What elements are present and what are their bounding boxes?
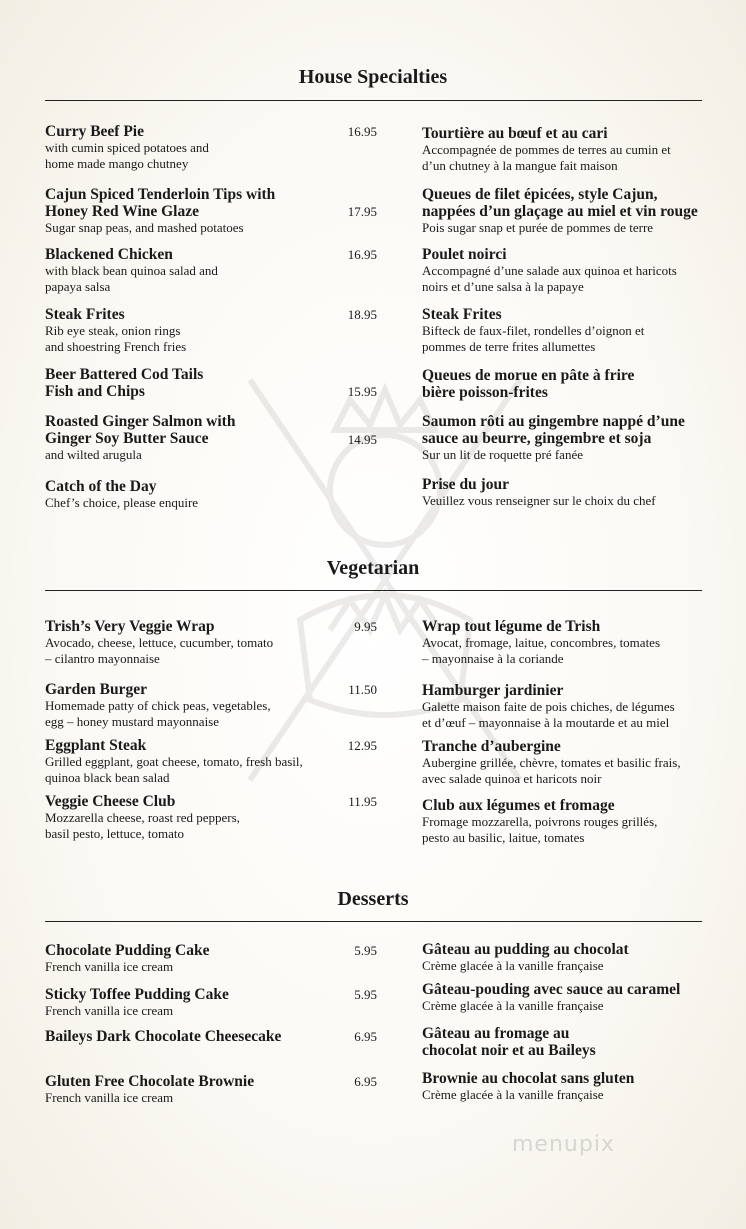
item-name: Steak Frites — [422, 306, 502, 323]
item-name: Chocolate Pudding Cake — [45, 942, 210, 959]
menu-item-fr — [422, 738, 732, 787]
item-name: Queues de filet épicées, style Cajun, nappées d’un glaçage au miel et vin rouge — [422, 186, 698, 220]
item-name: Sticky Toffee Pudding Cake — [45, 986, 229, 1003]
item-description: Grilled eggplant, goat cheese, tomato, fresh basil, quinoa black bean salad — [45, 754, 303, 785]
item-price: 6.95 — [354, 1029, 377, 1044]
item-description: French vanilla ice cream — [45, 959, 174, 974]
menu-item-en — [45, 246, 345, 295]
section-title-desserts: Desserts — [337, 888, 409, 910]
item-name: Trish’s Very Veggie Wrap — [45, 618, 215, 635]
item-description: Bifteck de faux-filet, rondelles d’oignon et pommes de terre frites allumettes — [422, 323, 645, 354]
menu-item-fr — [422, 246, 722, 295]
item-price: 17.95 — [347, 204, 377, 219]
item-name: Gâteau au fromage au chocolat noir et au Baileys — [422, 1025, 596, 1059]
menu-item-en — [45, 1028, 345, 1045]
menu-item-fr — [422, 306, 722, 355]
item-description: Avocat, fromage, laitue, concombres, tomates – mayonnaise à la coriande — [422, 635, 661, 666]
menu-item-fr — [422, 1070, 722, 1103]
menu-item-en — [45, 618, 345, 667]
item-price: 5.95 — [354, 943, 377, 958]
item-description: Crème glacée à la vanille française — [422, 1087, 604, 1102]
item-description: with cumin spiced potatoes and home made mango chutney — [45, 140, 209, 171]
item-name: Wrap tout légume de Trish — [422, 618, 601, 635]
menu-item-fr — [422, 186, 732, 236]
item-name: Cajun Spiced Tenderloin Tips with Honey Red Wine Glaze — [45, 186, 276, 220]
item-description: Avocado, cheese, lettuce, cucumber, tomato – cilantro mayonnaise — [45, 635, 274, 666]
menu-item-en — [45, 366, 345, 400]
menu-item-fr — [422, 367, 722, 401]
item-description: French vanilla ice cream — [45, 1003, 174, 1018]
menu-item-en — [45, 123, 345, 172]
item-name: Gluten Free Chocolate Brownie — [45, 1073, 255, 1090]
item-name: Tourtière au bœuf et au cari — [422, 125, 608, 142]
item-name: Club aux légumes et fromage — [422, 797, 615, 814]
menu-item-en — [45, 478, 345, 511]
item-name: Brownie au chocolat sans gluten — [422, 1070, 635, 1087]
item-name: Baileys Dark Chocolate Cheesecake — [45, 1028, 282, 1045]
item-name: Blackened Chicken — [45, 246, 173, 263]
item-name: Roasted Ginger Salmon with Ginger Soy Butter Sauce — [45, 413, 236, 447]
menu-item-fr — [422, 941, 722, 974]
section-divider — [45, 100, 702, 101]
menu-item-fr — [422, 618, 722, 667]
section-divider — [45, 921, 702, 922]
item-name: Veggie Cheese Club — [45, 793, 176, 810]
item-description: Accompagnée de pommes de terres au cumin et d’un chutney à la mangue fait maison — [422, 142, 671, 173]
menu-item-fr — [422, 476, 722, 509]
menu-item-en — [45, 793, 345, 842]
item-description: Mozzarella cheese, roast red peppers, basil pesto, lettuce, tomato — [45, 810, 240, 841]
item-description: Veuillez vous renseigner sur le choix du chef — [422, 493, 656, 508]
item-description: Homemade patty of chick peas, vegetables, egg – honey mustard mayonnaise — [45, 698, 271, 729]
item-price: 11.50 — [348, 682, 377, 697]
section-divider — [45, 590, 702, 591]
item-price: 9.95 — [354, 619, 377, 634]
item-name: Beer Battered Cod Tails Fish and Chips — [45, 366, 204, 400]
item-price: 11.95 — [348, 794, 377, 809]
item-name: Gâteau-pouding avec sauce au caramel — [422, 981, 681, 998]
menu-item-en — [45, 942, 345, 975]
item-price: 18.95 — [347, 307, 377, 322]
item-description: with black bean quinoa salad and papaya salsa — [45, 263, 218, 294]
item-price: 6.95 — [354, 1074, 377, 1089]
item-price: 5.95 — [354, 987, 377, 1002]
menu-item-en — [45, 737, 345, 786]
item-price: 12.95 — [347, 738, 377, 753]
section-title-vegetarian: Vegetarian — [326, 557, 420, 579]
item-name: Hamburger jardinier — [422, 682, 564, 699]
item-name: Saumon rôti au gingembre nappé d’une sauce au beurre, gingembre et soja — [422, 413, 685, 447]
item-name: Catch of the Day — [45, 478, 157, 495]
item-name: Tranche d’aubergine — [422, 738, 561, 755]
menu-item-en — [45, 306, 345, 355]
item-name: Curry Beef Pie — [45, 123, 144, 140]
item-description: and wilted arugula — [45, 447, 142, 462]
item-description: Sugar snap peas, and mashed potatoes — [45, 220, 244, 235]
menu-item-fr — [422, 1025, 722, 1059]
menu-item-fr — [422, 125, 722, 174]
item-description: Crème glacée à la vanille française — [422, 958, 604, 973]
item-name: Garden Burger — [45, 681, 148, 698]
menu-item-en — [45, 681, 345, 730]
item-description: French vanilla ice cream — [45, 1090, 174, 1105]
item-price: 15.95 — [347, 384, 377, 399]
item-name: Gâteau au pudding au chocolat — [422, 941, 629, 958]
item-description: Galette maison faite de pois chiches, de légumes et d’œuf – mayonnaise à la moutarde et au miel — [422, 699, 675, 730]
menu-item-en — [45, 986, 345, 1019]
menupix-watermark: menupix — [512, 1132, 615, 1157]
menu-item-fr — [422, 682, 732, 731]
menu-item-fr — [422, 981, 722, 1014]
item-description: Chef’s choice, please enquire — [45, 495, 199, 510]
menu-item-fr — [422, 797, 722, 846]
item-price: 16.95 — [347, 124, 377, 139]
item-name: Queues de morue en pâte à frire bière poisson-frites — [422, 367, 635, 401]
item-description: Rib eye steak, onion rings and shoestring French fries — [45, 323, 187, 354]
item-name: Eggplant Steak — [45, 737, 147, 754]
item-price: 14.95 — [347, 432, 377, 447]
item-description: Crème glacée à la vanille française — [422, 998, 604, 1013]
item-price: 16.95 — [347, 247, 377, 262]
item-description: Accompagné d’une salade aux quinoa et haricots noirs et d’une salsa à la papaye — [422, 263, 677, 294]
item-description: Aubergine grillée, chèvre, tomates et basilic frais, avec salade quinoa et haricots noir — [422, 755, 681, 786]
item-description: Pois sugar snap et purée de pommes de terre — [422, 220, 654, 235]
menu-item-fr — [422, 413, 732, 463]
item-description: Sur un lit de roquette pré fanée — [422, 447, 583, 462]
section-title-house-specialties: House Specialties — [298, 66, 448, 88]
menu-item-en — [45, 186, 345, 236]
item-name: Prise du jour — [422, 476, 509, 493]
item-name: Poulet noirci — [422, 246, 507, 263]
menu-item-en — [45, 413, 345, 463]
menu-item-en — [45, 1073, 345, 1106]
item-name: Steak Frites — [45, 306, 125, 323]
item-description: Fromage mozzarella, poivrons rouges grillés, pesto au basilic, laitue, tomates — [422, 814, 658, 845]
